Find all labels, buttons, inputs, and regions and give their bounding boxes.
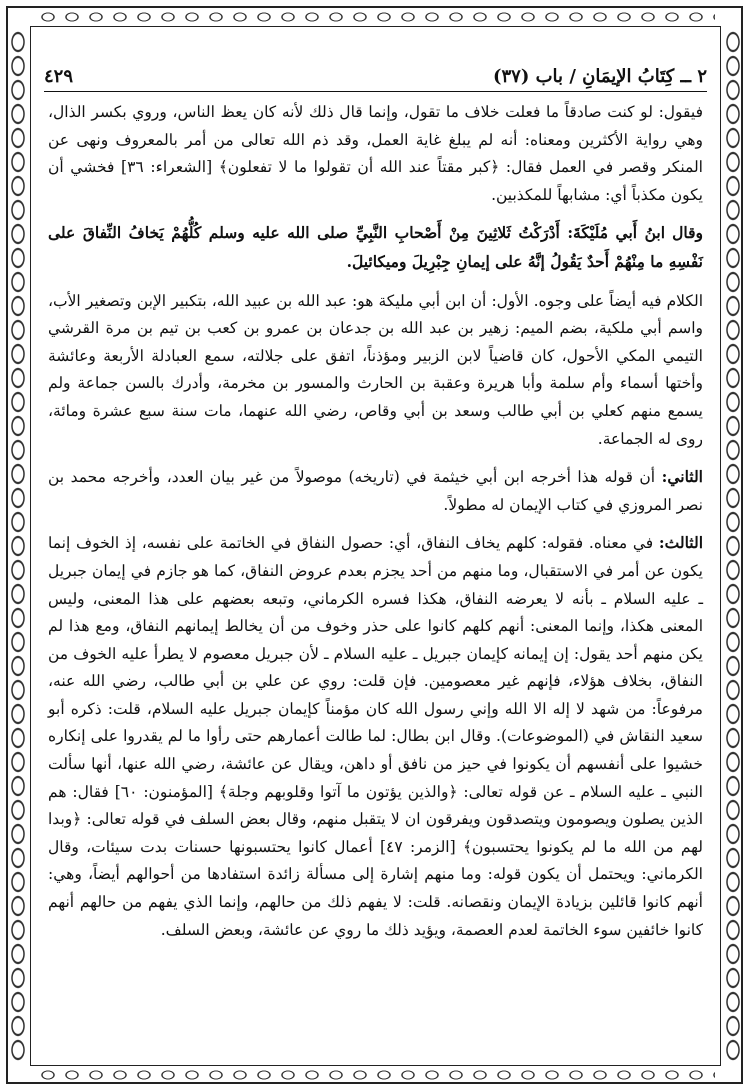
paragraph-text: فيقول: لو كنت صادقاً ما فعلت خلاف ما تقول، وإنما قال ذلك لأنه كان يعظ الناس، وروي بكسر الذال، وهي رواية الأكثرين ومعناه: أنه لم يبلغ غاية العمل، وقد ذم الله تعالى من أمر بالمعروف ونهى عن المنكر وقصر في العمل فقال: ﴿كبر مقتاً عند الله أن تقولوا ما لا تفعلون﴾ [الشعراء: ٣٦] فخشي أن يكون مكذباً أي: مشابهاً للمكذبين.	[48, 103, 703, 204]
paragraph-lead: وقال	[672, 223, 703, 243]
paragraph-lead: الثالث:	[658, 533, 703, 553]
running-title: ٢ ــ كِتَابُ الإيمَانِ / باب (٣٧)	[492, 66, 707, 87]
paragraph-text: الكلام فيه أيضاً على وجوه. الأول: أن ابن أبي مليكة هو: عبد الله بن عبيد الله، بتكبير الإبن وتصغير الأب، واسم أبي ملكية، بضم الميم: زهير بن عبد الله بن جدعان بن عمرو بن كعب بن تيم بن مرة القرشي التيمي المكي الأحول، كان قاضياً لابن الزبير ومؤذناً، اتفق على جلالته، سمع العبادلة الأربعة وعائشة وأختها أسماء وأم سلمة وأبا هريرة وعقبة بن الحارث والمسور بن مخرمة، وأدرك بالسن جماعة ولم يسمع منهم كعلي بن أبي طالب وسعد بن أبي وقاص، رضي الله عنهما، مات سنة سبع عشرة ومائة، روى له الجماعة.	[48, 291, 703, 448]
paragraph-text: في معناه. فقوله: كلهم يخاف النفاق، أي: حصول النفاق في الخاتمة على نفسه، إذ الخوف إنما يكون عن أمر في الاستقبال، وما منهم من أحد يجزم بعدم عروض النفاق، كما هو جازم في إيمان جبريل ـ عليه السلام ـ بأنه لا يعرضه النفاق، هكذا فسره الكرماني، وتبعه بعضهم على هذا المعنى، وليس المعنى هكذا، وإنما المعنى: أنهم كلهم كانوا على حذر وخوف من أن يخالط إيمانهم النفاق، ومع هذا لم يكن منهم أحد يقول: إن إيمانه كإيمان جبريل ـ عليه السلام ـ لأن جبريل معصوم لا يطرأ عليه الخوف من النفاق، بخلاف هؤلاء، فإنهم غير معصومين. فإن قلت: روي عن علي بن أبي طالب، رضي الله عنه، مرفوعاً: من شهد لا إله الا الله وإني رسول الله كان مؤمناً كإيمان جبريل عليه السلام، قلت: ذكره أبو سعيد النقاش في (الموضوعات). وقال ابن بطال: لما طالت أعمارهم حتى رأوا ما لم يقدروا على إنكاره خشيوا على أنفسهم أن يكونوا في حيز من نافق أو داهن، ويقال عن عائشة، رضي الله عنها، أنها سألت النبي ـ عليه السلام ـ عن قوله تعالى: ﴿والذين يؤتون ما آتوا وقلوبهم وجلة﴾ [المؤمنون: ٦٠] فقال: هم الذين يصلون ويصومون ويتصدقون ويفرقون ان لا يتقبل منهم، وقال بعض السلف في قوله تعالى: ﴿وبدا لهم من الله ما لم يكونوا يحتسبون﴾ [الزمر: ٤٧] أعمال كانوا يحتسبونها حسنات بدت سيئات، وقال الكرماني: ويحتمل أن يكون قوله: وما منهم إشارة إلى مسألة زائدة استفادها من أحوالهم أيضاً، وهي: أنهم كانوا قائلين بزيادة الإيمان ونقصانه. قلت: لا يفهم ذلك من حالهم، وإنما الذي يفهم من حالهم أنهم كانوا خائفين سوء الخاتمة لعدم العصمة، ويؤيد ذلك ما روي عن عائشة، وبعض السلف.	[48, 534, 704, 939]
paragraph-lead: الثاني:	[661, 467, 703, 487]
paragraph-2	[48, 219, 703, 276]
paragraph-3	[48, 287, 703, 454]
paragraph-4	[48, 463, 703, 519]
paragraph-text: ابنُ أَبي مُلَيْكَةَ: أَدْرَكْتُ ثَلاثِينَ مِنْ أَصْحابِ النَّبِيِّ صلى الله عليه وسلم كُلُّهُمْ يَخافُ النِّفاقَ على نَفْسِهِ ما مِنْهُمْ أَحدٌ يَقُولُ إنَّهُ على إيمانِ جِبْرِيلَ وميكائيلَ.	[48, 223, 703, 271]
page-header	[44, 62, 707, 92]
page-body	[48, 98, 703, 1058]
paragraph-text: أن قوله هذا أخرجه ابن أبي خيثمة في (تاريخه) موصولاً من غير بيان العدد، وأخرجه محمد بن نصر المروزي في كتاب الإيمان له مطولاً.	[48, 468, 703, 514]
paragraph-5	[48, 529, 703, 944]
paragraph-1	[48, 98, 703, 209]
page-number: ٤٢٩	[44, 66, 74, 87]
